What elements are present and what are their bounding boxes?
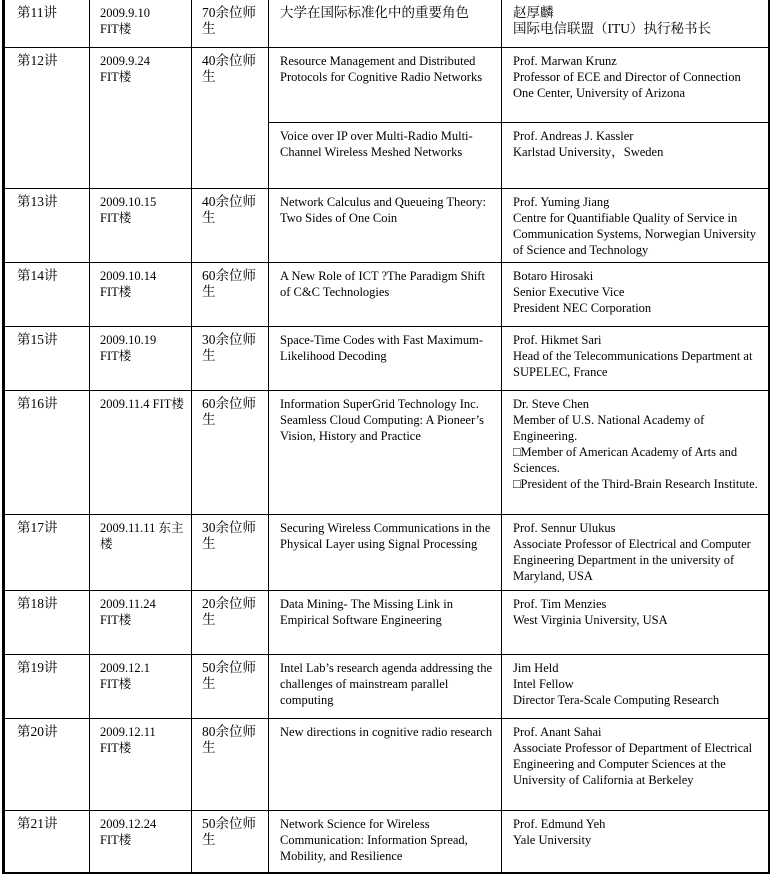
speaker-cell [502,0,769,48]
text-line: Head of the Telecommunications Department at SUPELEC, France [513,349,753,379]
lecture-row [5,0,769,48]
speaker-cell [502,327,769,391]
text-line: Associate Professor of Department of Electrical Engineering and Computer Sciences at the University of California at Berkeley [513,741,753,787]
speaker-cell [502,123,769,189]
text-line: FIT楼 [100,285,132,299]
audience-cell: 50余位师生 [192,811,269,875]
text-line: 大学在国际标准化中的重要角色 [280,5,469,20]
text-line: □Member of American Academy of Arts and Sciences. [513,445,738,475]
text-line: 赵厚麟 [513,5,554,20]
text-line: Information SuperGrid Technology Inc. [280,397,479,411]
text-line: 2009.11.24 [100,597,156,611]
talk-title-cell [269,719,502,811]
lecture-row [5,263,769,327]
text-line: President NEC Corporation [513,301,652,315]
text-line: West Virginia University, USA [513,613,668,627]
text-line: Intel Fellow [513,677,574,691]
text-line: Network Science for Wireless Communication: Information Spread, Mobility, and Resilience [280,817,468,863]
talk-title-cell [269,515,502,591]
lecture-row [5,719,769,811]
date-venue-cell [90,327,192,391]
text-line: Associate Professor of Electrical and Computer Engineering Department in the university of Maryland, USA [513,537,751,583]
text-line: Voice over IP over Multi-Radio Multi-Channel Wireless Meshed Networks [280,129,473,159]
lecture-number-cell: 第18讲 [5,591,90,655]
audience-cell: 80余位师生 [192,719,269,811]
text-line: Data Mining- The Missing Link in Empirical Software Engineering [280,597,454,627]
text-line: Seamless Cloud Computing: A Pioneer’s Vision, History and Practice [280,413,484,443]
talk-title-cell [269,327,502,391]
text-line: Yale University [513,833,592,847]
text-line: FIT楼 [100,211,132,225]
speaker-cell [502,515,769,591]
text-line: FIT楼 [100,22,132,36]
lecture-number-cell: 第17讲 [5,515,90,591]
text-line: Network Calculus and Queueing Theory: [280,195,486,209]
lecture-row [5,327,769,391]
audience-cell: 30余位师生 [192,327,269,391]
date-venue-cell [90,719,192,811]
text-line: Professor of ECE and Director of Connection One Center, University of Arizona [513,70,741,100]
lecture-number-cell: 第14讲 [5,263,90,327]
audience-cell: 20余位师生 [192,591,269,655]
lecture-row [5,811,769,875]
lecture-number-cell: 第19讲 [5,655,90,719]
date-venue-cell [90,48,192,189]
speaker-cell [502,391,769,515]
talk-title-cell [269,811,502,875]
date-venue-cell [90,391,192,515]
text-line: 2009.12.24 [100,817,157,831]
speaker-cell [502,811,769,875]
text-line: Prof. Yuming Jiang [513,195,610,209]
talk-title-cell [269,0,502,48]
text-line: Prof. Marwan Krunz [513,54,617,68]
lecture-table-frame [2,0,770,874]
audience-cell: 60余位师生 [192,263,269,327]
talk-title-cell [269,263,502,327]
text-line: Member of U.S. National Academy of Engineering. [513,413,705,443]
text-line: 2009.12.11 [100,725,156,739]
audience-cell: 40余位师生 [192,189,269,263]
text-line: 2009.10.14 [100,269,157,283]
lecture-number-cell: 第16讲 [5,391,90,515]
text-line: Resource Management and Distributed Protocols for Cognitive Radio Networks [280,54,483,84]
audience-cell: 40余位师生 [192,48,269,189]
audience-cell: 30余位师生 [192,515,269,591]
text-line: New directions in cognitive radio research [280,725,493,739]
text-line: Karlstad University，Sweden [513,145,664,159]
text-line: 2009.11.4 FIT楼 [100,397,184,411]
lecture-row [5,655,769,719]
talk-title-cell [269,48,502,123]
text-line: FIT楼 [100,833,132,847]
speaker-cell [502,48,769,123]
text-line: FIT楼 [100,613,132,627]
lecture-number-cell: 第21讲 [5,811,90,875]
speaker-cell [502,263,769,327]
lecture-number-cell: 第13讲 [5,189,90,263]
text-line: 2009.9.24 [100,54,150,68]
text-line: Director Tera-Scale Computing Research [513,693,720,707]
lecture-row [5,515,769,591]
talk-title-cell [269,123,502,189]
audience-cell: 60余位师生 [192,391,269,515]
lecture-table-body [5,0,769,874]
text-line: Centre for Quantifiable Quality of Service in Communication Systems, Norwegian University of Science and Technology [513,211,757,257]
audience-cell: 50余位师生 [192,655,269,719]
speaker-cell [502,655,769,719]
text-line: FIT楼 [100,741,132,755]
lecture-number-cell: 第20讲 [5,719,90,811]
text-line: 2009.11.11 东主楼 [100,521,184,551]
text-line: Prof. Andreas J. Kassler [513,129,634,143]
text-line: 2009.10.19 [100,333,157,347]
date-venue-cell [90,263,192,327]
text-line: Dr. Steve Chen [513,397,590,411]
text-line: 2009.10.15 [100,195,157,209]
text-line: 国际电信联盟（ITU）执行秘书长 [513,21,711,36]
text-line: 2009.12.1 [100,661,150,675]
date-venue-cell [90,0,192,48]
text-line: Space-Time Codes with Fast Maximum-Likelihood Decoding [280,333,484,363]
text-line: Securing Wireless Communications in the Physical Layer using Signal Processing [280,521,491,551]
text-line: Senior Executive Vice [513,285,625,299]
text-line: □President of the Third-Brain Research Institute. [513,477,758,491]
audience-cell: 70余位师生 [192,0,269,48]
date-venue-cell [90,655,192,719]
text-line: Jim Held [513,661,559,675]
lecture-row [5,189,769,263]
lecture-row [5,48,769,123]
text-line: Prof. Anant Sahai [513,725,602,739]
lecture-number-cell: 第11讲 [5,0,90,48]
lecture-table [4,0,769,874]
date-venue-cell [90,515,192,591]
talk-title-cell [269,189,502,263]
lecture-number-cell: 第12讲 [5,48,90,189]
text-line: 2009.9.10 [100,6,150,20]
lecture-row [5,391,769,515]
date-venue-cell [90,811,192,875]
text-line: FIT楼 [100,677,132,691]
date-venue-cell [90,189,192,263]
talk-title-cell [269,391,502,515]
date-venue-cell [90,591,192,655]
text-line: A New Role of ICT ?The Paradigm Shift of C&C Technologies [280,269,485,299]
speaker-cell [502,189,769,263]
lecture-row [5,591,769,655]
text-line: Prof. Sennur Ulukus [513,521,616,535]
text-line: Prof. Hikmet Sari [513,333,602,347]
text-line: Two Sides of One Coin [280,211,398,225]
speaker-cell [502,591,769,655]
text-line: Prof. Tim Menzies [513,597,607,611]
lecture-number-cell: 第15讲 [5,327,90,391]
text-line: FIT楼 [100,349,132,363]
speaker-cell [502,719,769,811]
text-line: Botaro Hirosaki [513,269,594,283]
text-line: Prof. Edmund Yeh [513,817,606,831]
talk-title-cell [269,591,502,655]
text-line: Intel Lab’s research agenda addressing the challenges of mainstream parallel computing [280,661,493,707]
text-line: FIT楼 [100,70,132,84]
talk-title-cell [269,655,502,719]
